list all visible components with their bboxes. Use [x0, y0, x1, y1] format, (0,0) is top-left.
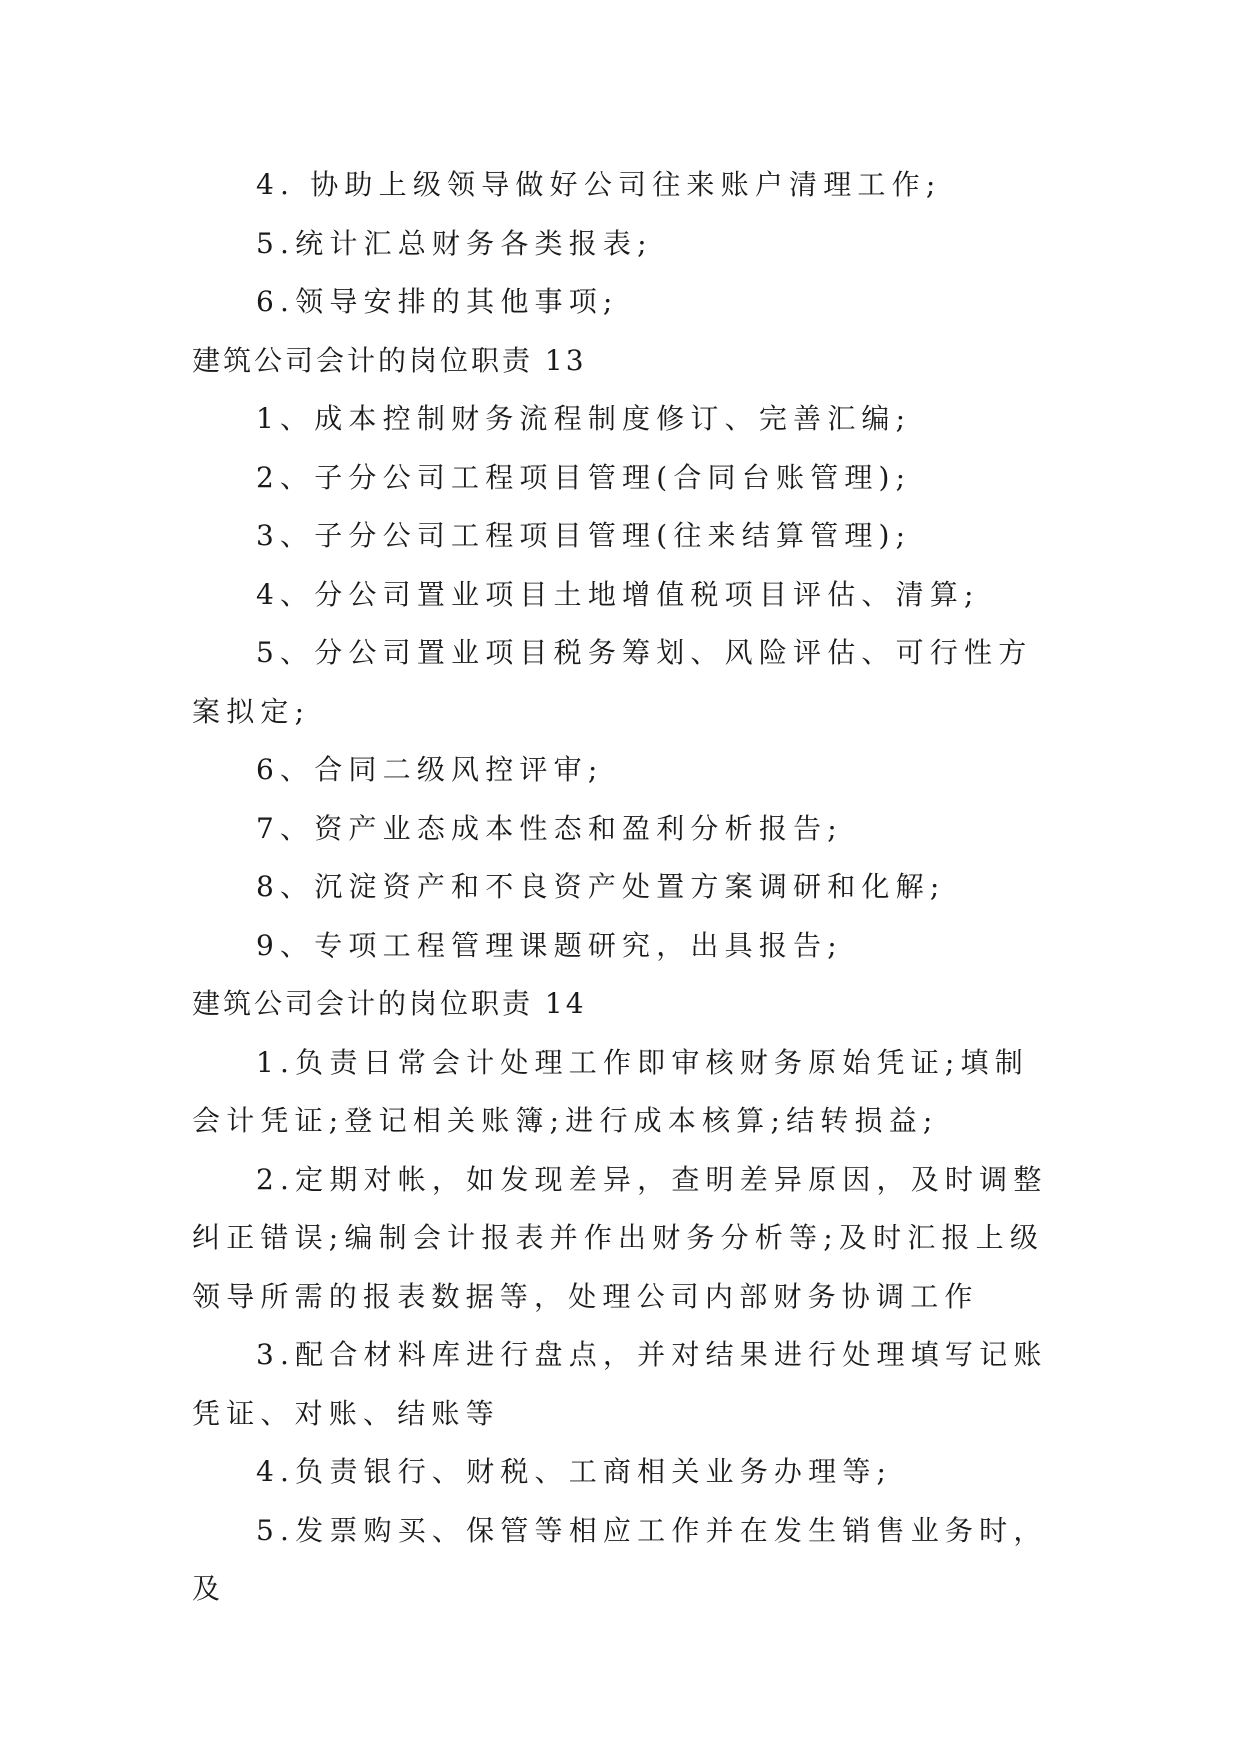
list-item: 6、合同二级风控评审;	[256, 753, 604, 786]
list-item: 2.定期对帐，如发现差异，查明差异原因，及时调整纠正错误;编制会计报表并作出财务分析等;及时汇报上级领导所需的报表数据等，处理公司内部财务协调工作	[192, 1162, 1048, 1313]
document-page	[192, 156, 1050, 1619]
list-item: 5.发票购买、保管等相应工作并在发生销售业务时，及	[192, 1513, 1048, 1605]
list-item: 6.领导安排的其他事项;	[256, 285, 619, 318]
list-item: 2、子分公司工程项目管理(合同台账管理);	[256, 460, 912, 494]
list-item: 3.配合材料库进行盘点，并对结果进行处理填写记账凭证、对账、结账等	[192, 1338, 1048, 1430]
list-item: 1.负责日常会计处理工作即审核财务原始凭证;填制会计凭证;登记相关账簿;进行成本核算;结转损益;	[192, 1045, 1029, 1137]
list-item: 5、分公司置业项目税务筹划、风险评估、可行性方案拟定;	[192, 636, 1033, 728]
list-item: 8、沉淀资产和不良资产处置方案调研和化解;	[256, 870, 946, 903]
list-item: 4.负责银行、财税、工商相关业务办理等;	[256, 1455, 893, 1488]
list-item: 1、成本控制财务流程制度修订、完善汇编;	[256, 402, 912, 435]
list-item: 9、专项工程管理课题研究，出具报告;	[256, 928, 843, 962]
list-item: 5.统计汇总财务各类报表;	[256, 226, 653, 260]
list-item: 3、子分公司工程项目管理(往来结算管理);	[256, 519, 912, 552]
section-heading: 建筑公司会计的岗位职责 14	[192, 987, 587, 1020]
section-heading: 建筑公司会计的岗位职责 13	[192, 343, 587, 377]
list-item: 7、资产业态成本性态和盈利分析报告;	[256, 811, 843, 845]
list-item: 4. 协助上级领导做好公司往来账户清理工作;	[256, 168, 942, 201]
list-item: 4、分公司置业项目土地增值税项目评估、清算;	[256, 577, 980, 611]
